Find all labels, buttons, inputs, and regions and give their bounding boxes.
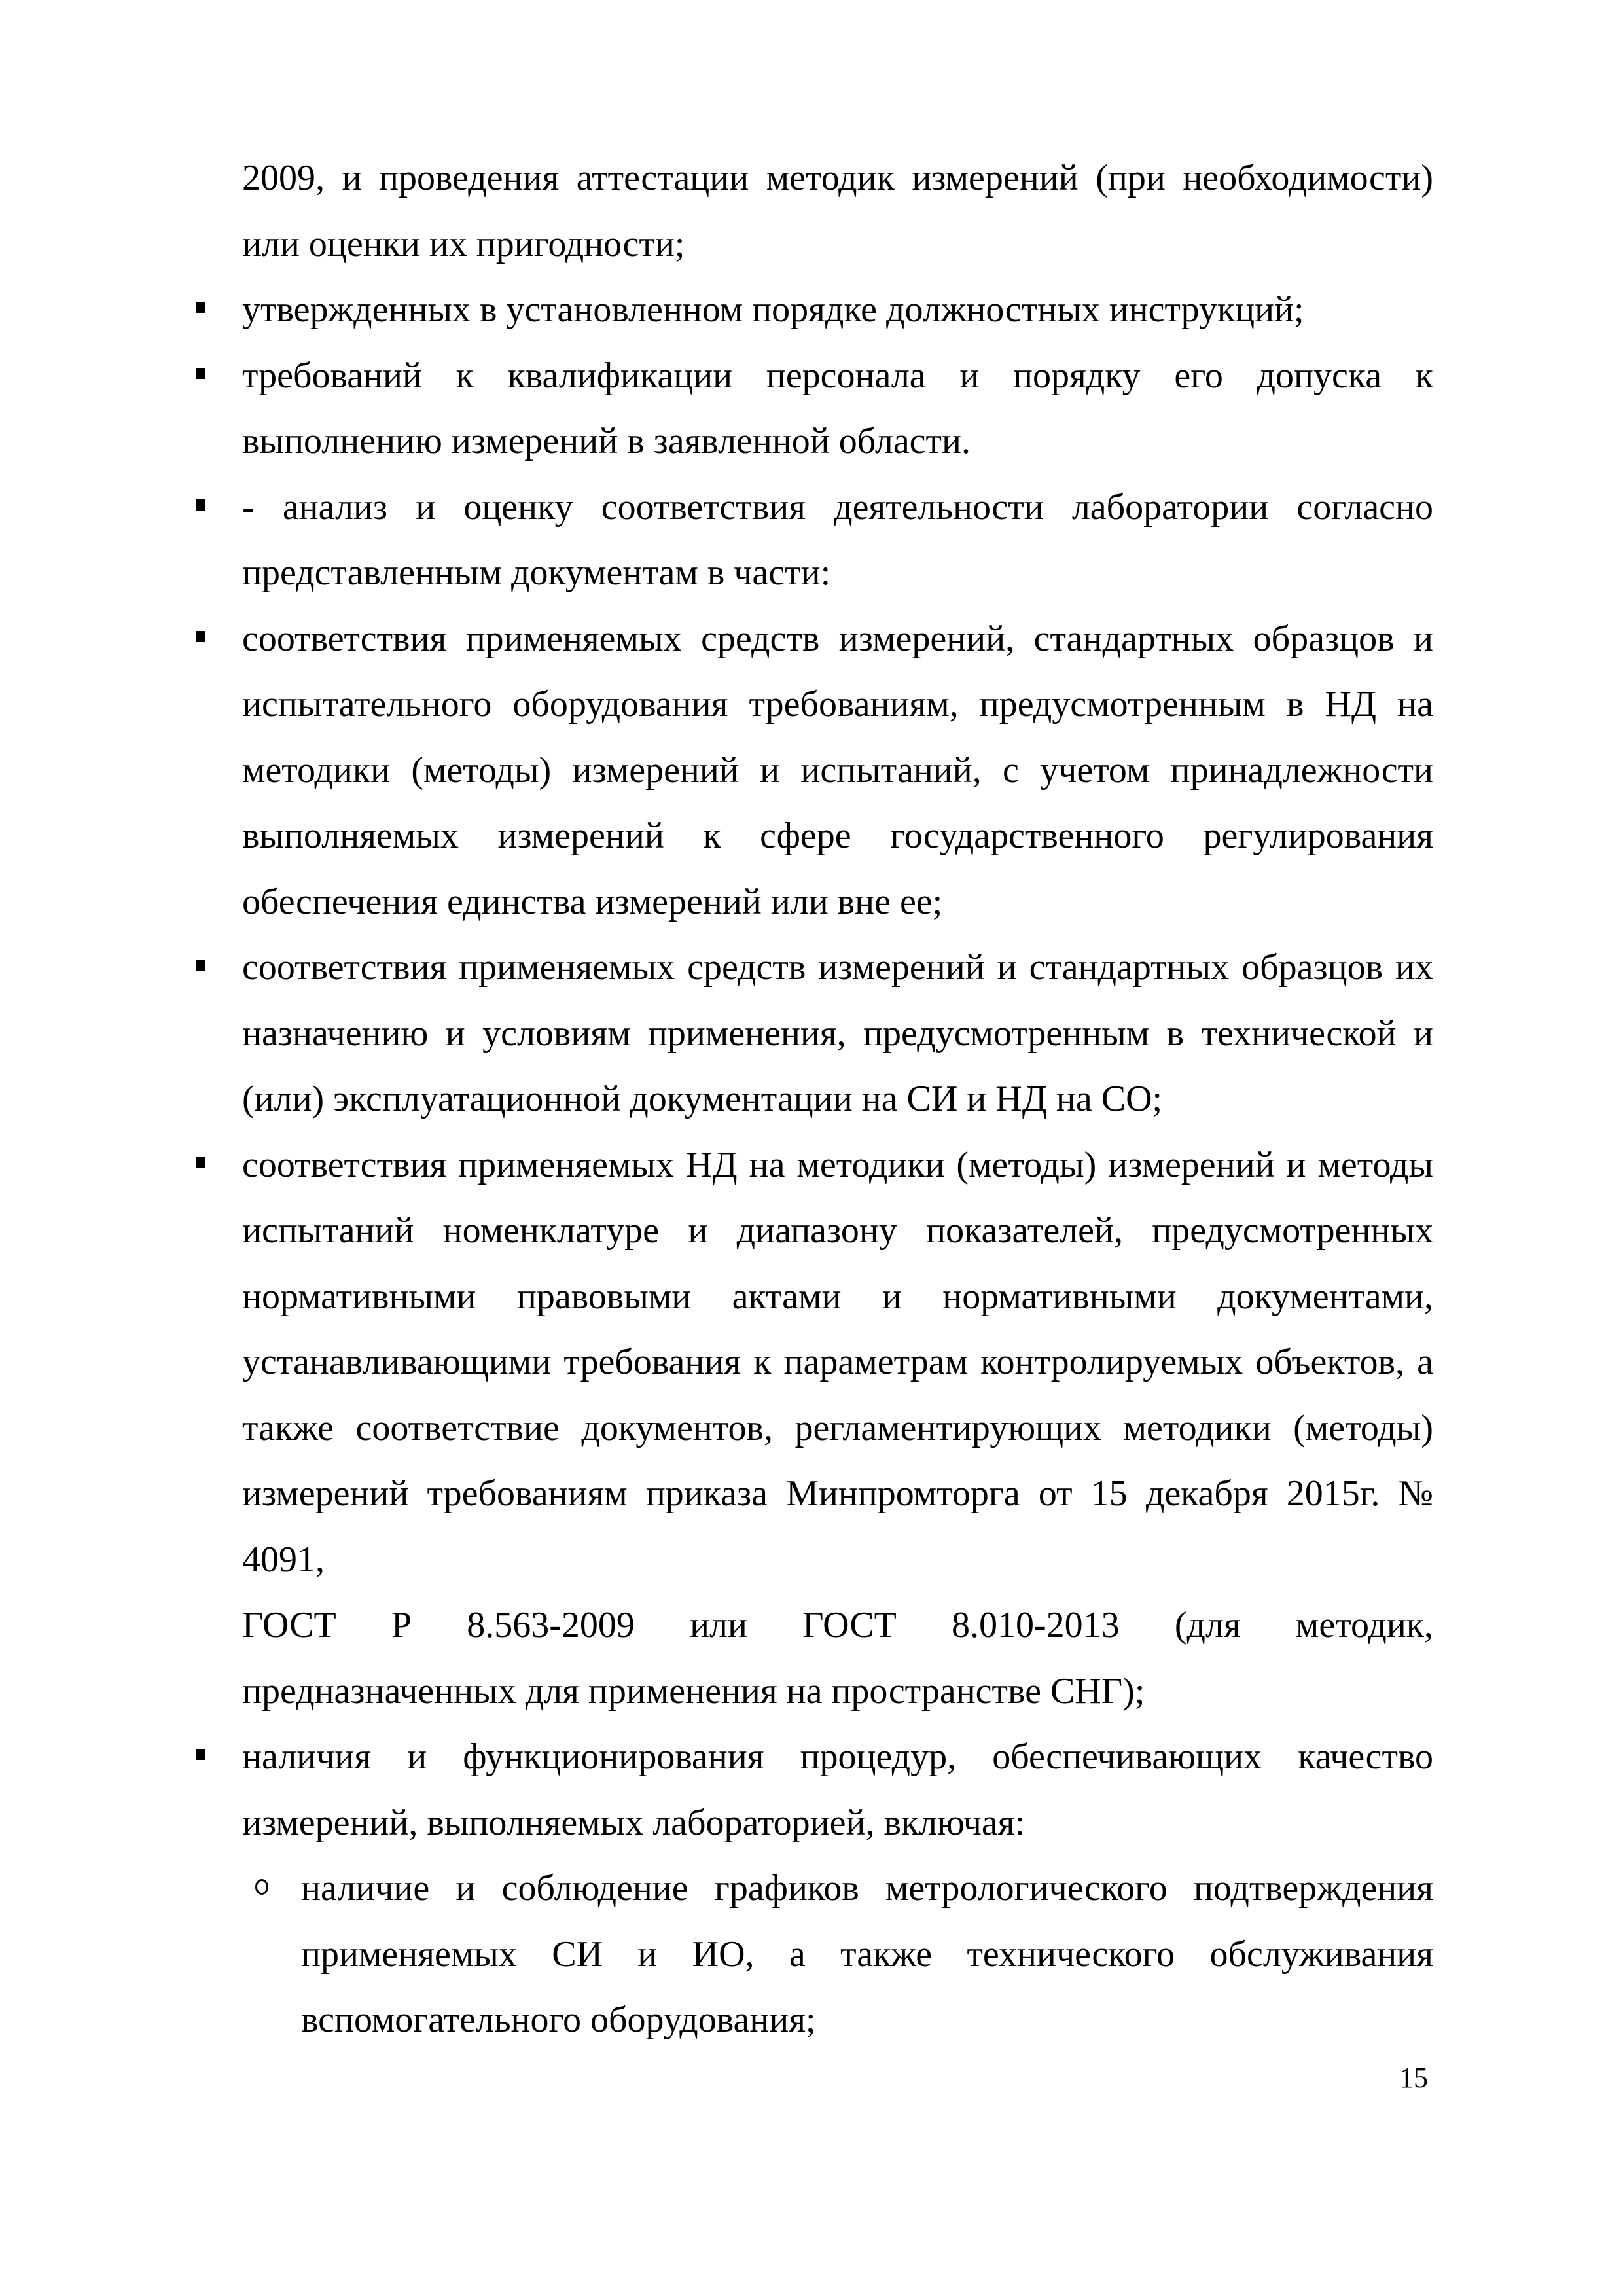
list-item bbox=[242, 343, 1433, 475]
sub-list-item-text: наличие и соблюдение графиков метрологического подтверждения применяемых СИ и ИО, а также технического обслуживания вспомогательного оборудования; bbox=[301, 1868, 1433, 2040]
list-item-text: соответствия применяемых НД на методики (методы) измерений и методы испытаний номенклатуре и диапазону показателей, предусмотренных нормативными правовыми актами и нормативными документами, устанавливающими требования к параметрам контролируемых объектов, а также соответствие документов, регламентирующих методики (методы) измерений требованиям приказа Минпромторга от 15 декабря 2015г. № 4091, bbox=[242, 1144, 1433, 1580]
circle-bullet-icon bbox=[255, 1879, 268, 1895]
list-item-text: наличия и функционирования процедур, обеспечивающих качество измерений, выполняемых лабораторией, включая: bbox=[242, 1736, 1433, 1843]
list-item bbox=[242, 935, 1433, 1132]
list-item-text-line: предназначенных для применения на пространстве СНГ); bbox=[242, 1670, 1145, 1712]
square-bullet-icon bbox=[196, 1157, 205, 1168]
square-bullet-icon bbox=[196, 368, 205, 379]
square-bullet-icon bbox=[196, 499, 205, 511]
document-body bbox=[242, 145, 1433, 2053]
sub-list-item bbox=[301, 1856, 1433, 2053]
page-number: 15 bbox=[1399, 2062, 1428, 2094]
square-bullet-icon bbox=[196, 1749, 205, 1760]
square-bullet-icon bbox=[196, 631, 205, 642]
list-item bbox=[242, 606, 1433, 935]
list-item-text: соответствия применяемых средств измерений и стандартных образцов их назначению и условиям применения, предусмотренным в технической и (или) эксплуатационной документации на СИ и НД на СО; bbox=[242, 947, 1433, 1119]
list-item bbox=[242, 1132, 1433, 1725]
list-item-text: требований к квалификации персонала и порядку его допуска к выполнению измерений в заявленной области. bbox=[242, 355, 1433, 461]
square-bullet-icon bbox=[196, 960, 205, 971]
list-item bbox=[242, 277, 1433, 343]
list-item-text: соответствия применяемых средств измерений, стандартных образцов и испытательного оборудования требованиям, предусмотренным в НД на методики (методы) измерений и испытаний, с учетом принадлежности выполняемых измерений к сфере государственного регулирования обеспечения единства измерений или вне ее; bbox=[242, 618, 1433, 922]
square-bullet-icon bbox=[196, 302, 205, 313]
list-item bbox=[242, 1724, 1433, 1856]
list-item bbox=[242, 475, 1433, 606]
list-item-text-line: ГОСТ Р 8.563-2009 или ГОСТ 8.010-2013 (для методик, bbox=[242, 1605, 1433, 1645]
continuation-paragraph: 2009, и проведения аттестации методик измерений (при необходимости) или оценки их пригодности; bbox=[242, 158, 1433, 264]
list-item-text: утвержденных в установленном порядке должностных инструкций; bbox=[242, 289, 1304, 330]
list-item-text: - анализ и оценку соответствия деятельности лаборатории согласно представленным документам в части: bbox=[242, 486, 1433, 593]
